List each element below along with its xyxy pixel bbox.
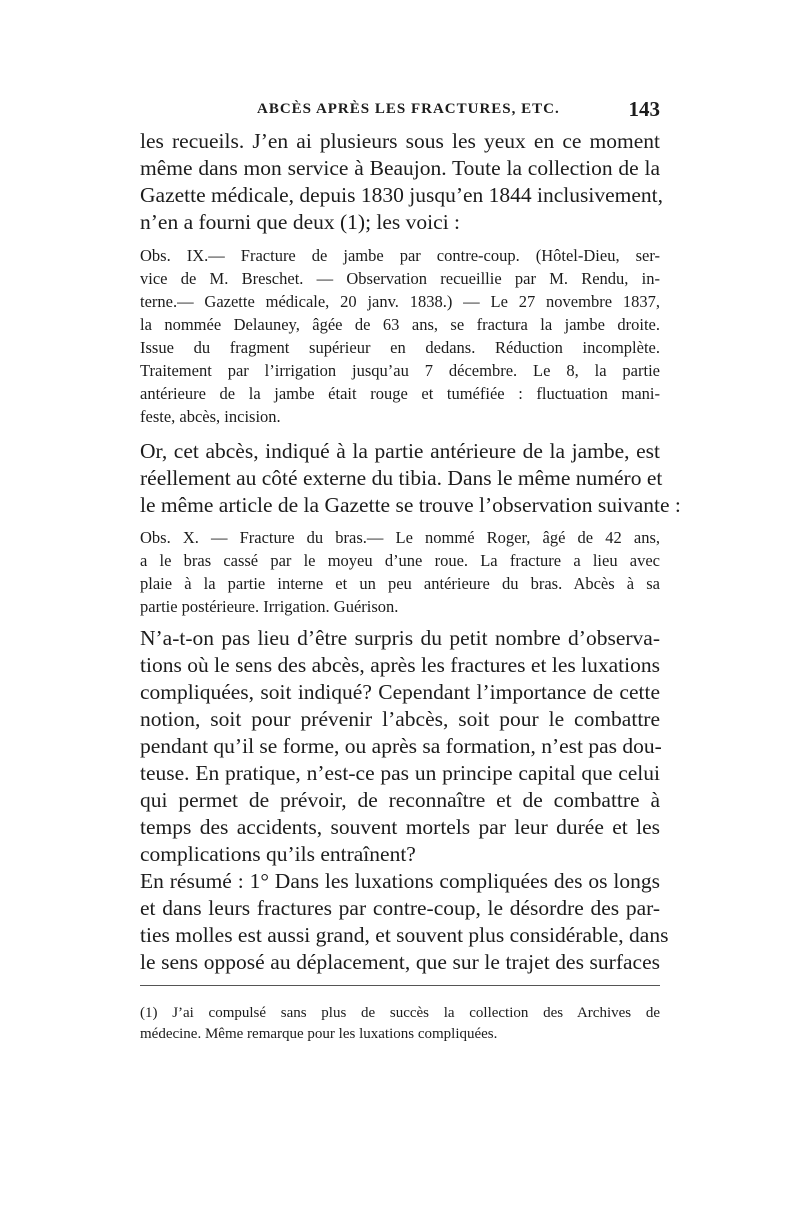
observation-line: partie postérieure. Irrigation. Guérison. [140, 597, 399, 616]
text-line: pendant qu’il se forme, ou après sa formation, n’est pas dou- [140, 734, 662, 758]
page-number: 143 [628, 97, 660, 121]
text-line: le même article de la Gazette se trouve l’observation suivante : [140, 493, 681, 517]
text-line: n’en a fourni que deux (1); les voici : [140, 210, 461, 234]
text-line: En résumé : 1° Dans les luxations compliquées des os longs [140, 869, 660, 893]
observation-line: Obs. X. — Fracture du bras.— Le nommé Roger, âgé de 42 ans, [140, 528, 660, 547]
observation-line: feste, abcès, incision. [140, 407, 281, 426]
observation-line: Traitement par l’irrigation jusqu’au 7 décembre. Le 8, la partie [140, 361, 660, 380]
text-line: les recueils. J’en ai plusieurs sous les yeux en ce moment [140, 129, 660, 153]
observation-line: Obs. IX.— Fracture de jambe par contre-coup. (Hôtel-Dieu, ser- [140, 246, 660, 265]
text-line: même dans mon service à Beaujon. Toute la collection de la [140, 156, 660, 180]
text-line: notion, soit pour prévenir l’abcès, soit pour le combattre [140, 707, 660, 731]
text-line: réellement au côté externe du tibia. Dans le même numéro et [140, 466, 663, 490]
observation-line: antérieure de la jambe était rouge et tuméfiée : fluctuation mani- [140, 384, 660, 403]
text-line: compliquées, soit indiqué? Cependant l’importance de cette [140, 680, 660, 704]
observation-line: plaie à la partie interne et un peu antérieure du bras. Abcès à sa [140, 574, 660, 593]
observation-line: a le bras cassé par le moyeu d’une roue. La fracture a lieu avec [140, 551, 660, 570]
text-line: teuse. En pratique, n’est-ce pas un principe capital que celui [140, 761, 660, 785]
observation-line: terne.— Gazette médicale, 20 janv. 1838.) — Le 27 novembre 1837, [140, 292, 660, 311]
footnote-divider [140, 985, 660, 986]
text-line: tions où le sens des abcès, après les fractures et les luxations [140, 653, 660, 677]
text-line: N’a-t-on pas lieu d’être surpris du petit nombre d’observa- [140, 626, 660, 650]
text-line: complications qu’ils entraînent? [140, 842, 416, 866]
text-line: Gazette médicale, depuis 1830 jusqu’en 1844 inclusivement, [140, 183, 664, 207]
observation-line: Issue du fragment supérieur en dedans. Réduction incomplète. [140, 338, 660, 357]
text-line: et dans leurs fractures par contre-coup, le désordre des par- [140, 896, 660, 920]
running-title: ABCÈS APRÈS LES FRACTURES, ETC. [257, 101, 560, 117]
text-line: le sens opposé au déplacement, que sur le trajet des surfaces [140, 950, 660, 974]
text-line: temps des accidents, souvent mortels par leur durée et les [140, 815, 660, 839]
observation-line: vice de M. Breschet. — Observation recueillie par M. Rendu, in- [140, 269, 660, 288]
page-header [140, 97, 660, 127]
text-line: Or, cet abcès, indiqué à la partie antérieure de la jambe, est [140, 439, 660, 463]
observation-line: la nommée Delauney, âgée de 63 ans, se fractura la jambe droite. [140, 315, 660, 334]
footnote-line: médecine. Même remarque pour les luxations compliquées. [140, 1026, 498, 1042]
footnote-line: (1) J’ai compulsé sans plus de succès la collection des Archives de [140, 1005, 660, 1021]
text-line: qui permet de prévoir, de reconnaître et de combattre à [140, 788, 660, 812]
text-line: ties molles est aussi grand, et souvent plus considérable, dans [140, 923, 669, 947]
